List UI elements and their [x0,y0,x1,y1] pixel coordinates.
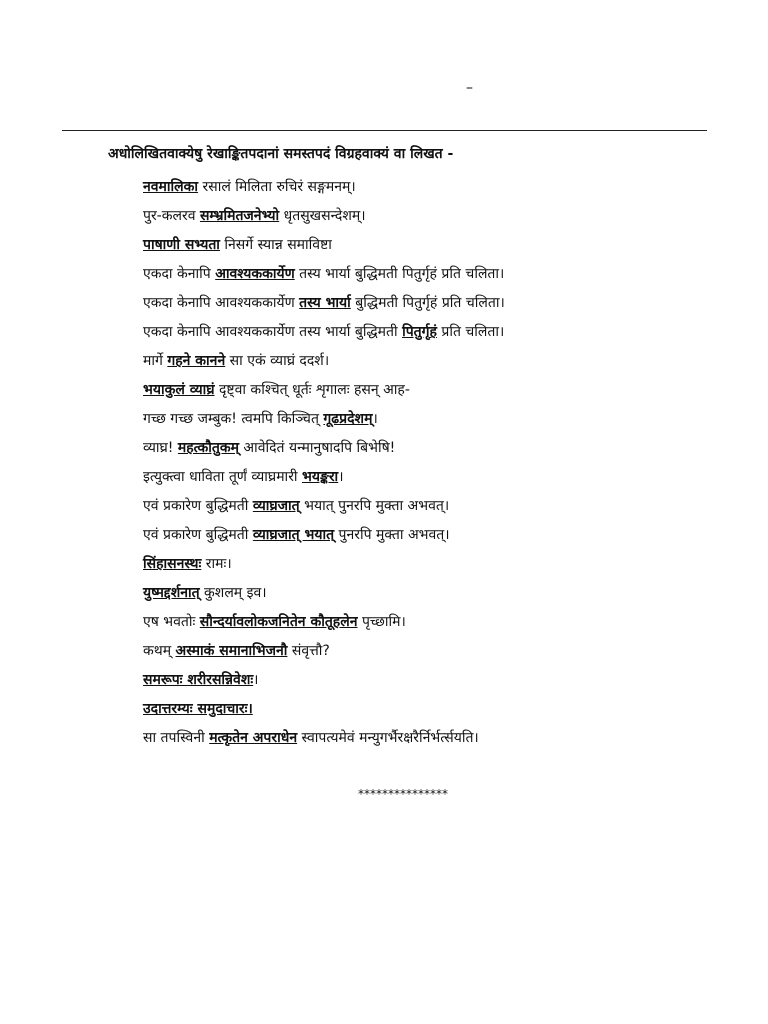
sentence-line [143,492,743,521]
underlined-term: व्याघ्रजात् [252,498,300,514]
underlined-term: पाषाणी सभ्यता [143,237,220,253]
underlined-term: गूढप्रदेशम् [323,411,373,427]
sentence-text: एवं प्रकारेण बुद्धिमती [143,527,253,543]
underlined-term: समरूपः शरीरसन्निवेशः [143,672,254,688]
sentence-text: पृच्छामि। [357,614,406,630]
underlined-term: नवमालिका [143,179,199,195]
underlined-term: व्याघ्रजात् भयात् [252,527,335,543]
sentence-list [143,173,743,753]
sentence-text: । [338,469,344,485]
header-dash: – [466,80,473,96]
sentence-line [143,695,743,724]
sentence-line [143,376,743,405]
sentence-text: रसालं मिलिता रुचिरं सङ्गमनम्। [198,179,356,195]
sentence-text: सा एकं व्याघ्रं ददर्श। [225,353,330,369]
underlined-term: अस्माकं समानाभिजनौ [175,643,288,659]
underlined-term: आवश्यककार्येण [215,266,295,282]
sentence-text: इत्युक्त्वा धाविता तूर्णं व्याघ्रमारी [143,469,302,485]
underlined-term: भयङ्करा [302,469,339,485]
underlined-term: तस्य भार्या [299,295,351,311]
end-separator: *************** [358,787,448,801]
sentence-line [143,260,743,289]
underlined-term: युष्मद्दर्शनात् [143,585,200,601]
sentence-text: संवृत्तौ? [287,643,330,659]
sentence-text: पुर-कलरव [143,208,200,224]
horizontal-rule [62,130,707,131]
sentence-line [143,550,743,579]
underlined-term: सिंहासनस्थः [143,556,202,572]
sentence-text: सा तपस्विनी [143,730,210,746]
underlined-term: मत्कृतेन अपराधेन [209,730,298,746]
underlined-term: भयाकुलं व्याघ्रं [143,382,215,398]
underlined-term: सौन्दर्यावलोकजनितेन कौतूहलेन [199,614,358,630]
sentence-line [143,434,743,463]
sentence-text: भयात् पुनरपि मुक्ता अभवत्। [299,498,450,514]
sentence-text: निसर्गे स्यान्न समाविष्टा [219,237,332,253]
sentence-line [143,608,743,637]
sentence-line [143,289,743,318]
sentence-text: एवं प्रकारेण बुद्धिमती [143,498,253,514]
sentence-text: कुशलम् इव। [199,585,267,601]
sentence-text: । [372,411,378,427]
sentence-text: आवेदितं यन्मानुषादपि बिभेषि! [238,440,396,456]
sentence-text: दृष्ट्वा कश्चित् धूर्तः शृगालः हसन् आह- [214,382,410,398]
sentence-text: बुद्धिमती पितुर्गृहं प्रति चलिता। [350,295,505,311]
sentence-line [143,724,743,753]
sentence-text: व्याघ्र! [143,440,178,456]
sentence-line [143,579,743,608]
underlined-term: उदात्तरम्यः समुदाचारः। [143,701,253,717]
sentence-text: एष भवतोः [143,614,200,630]
sentence-text: एकदा केनापि आवश्यककार्येण [143,295,300,311]
sentence-text: रामः। [201,556,232,572]
sentence-text: तस्य भार्या बुद्धिमती पितुर्गृहं प्रति चलिता। [294,266,505,282]
question-heading: अधोलिखितवाक्येषु रेखाङ्कितपदानां समस्तपदं विग्रहवाक्यं वा लिखत - [108,146,454,162]
sentence-line [143,202,743,231]
sentence-line [143,463,743,492]
sentence-line [143,666,743,695]
sentence-text: धृतसुखसन्देशम्। [279,208,366,224]
sentence-line [143,231,743,260]
sentence-line [143,521,743,550]
sentence-text: पुनरपि मुक्ता अभवत्। [334,527,450,543]
sentence-text: एकदा केनापि [143,266,216,282]
sentence-text: । [253,672,259,688]
sentence-text: प्रति चलिता। [436,324,505,340]
underlined-term: गहने कानने [167,353,226,369]
sentence-line [143,637,743,666]
sentence-text: एकदा केनापि आवश्यककार्येण तस्य भार्या बुद्धिमती [143,324,403,340]
sentence-text: मार्गे [143,353,168,369]
sentence-text: गच्छ गच्छ जम्बुक! त्वमपि किञ्चित् [143,411,324,427]
sentence-text: कथम् [143,643,176,659]
underlined-term: पितुर्गृहं [402,324,437,340]
underlined-term: महत्कौतुकम् [177,440,239,456]
underlined-term: सम्भ्रमितजनेभ्यो [199,208,280,224]
sentence-line [143,318,743,347]
sentence-line [143,405,743,434]
sentence-line [143,347,743,376]
sentence-text: स्वापत्यमेवं मन्युगर्भैरक्षरैर्निर्भर्त्सयति। [297,730,479,746]
sentence-line [143,173,743,202]
